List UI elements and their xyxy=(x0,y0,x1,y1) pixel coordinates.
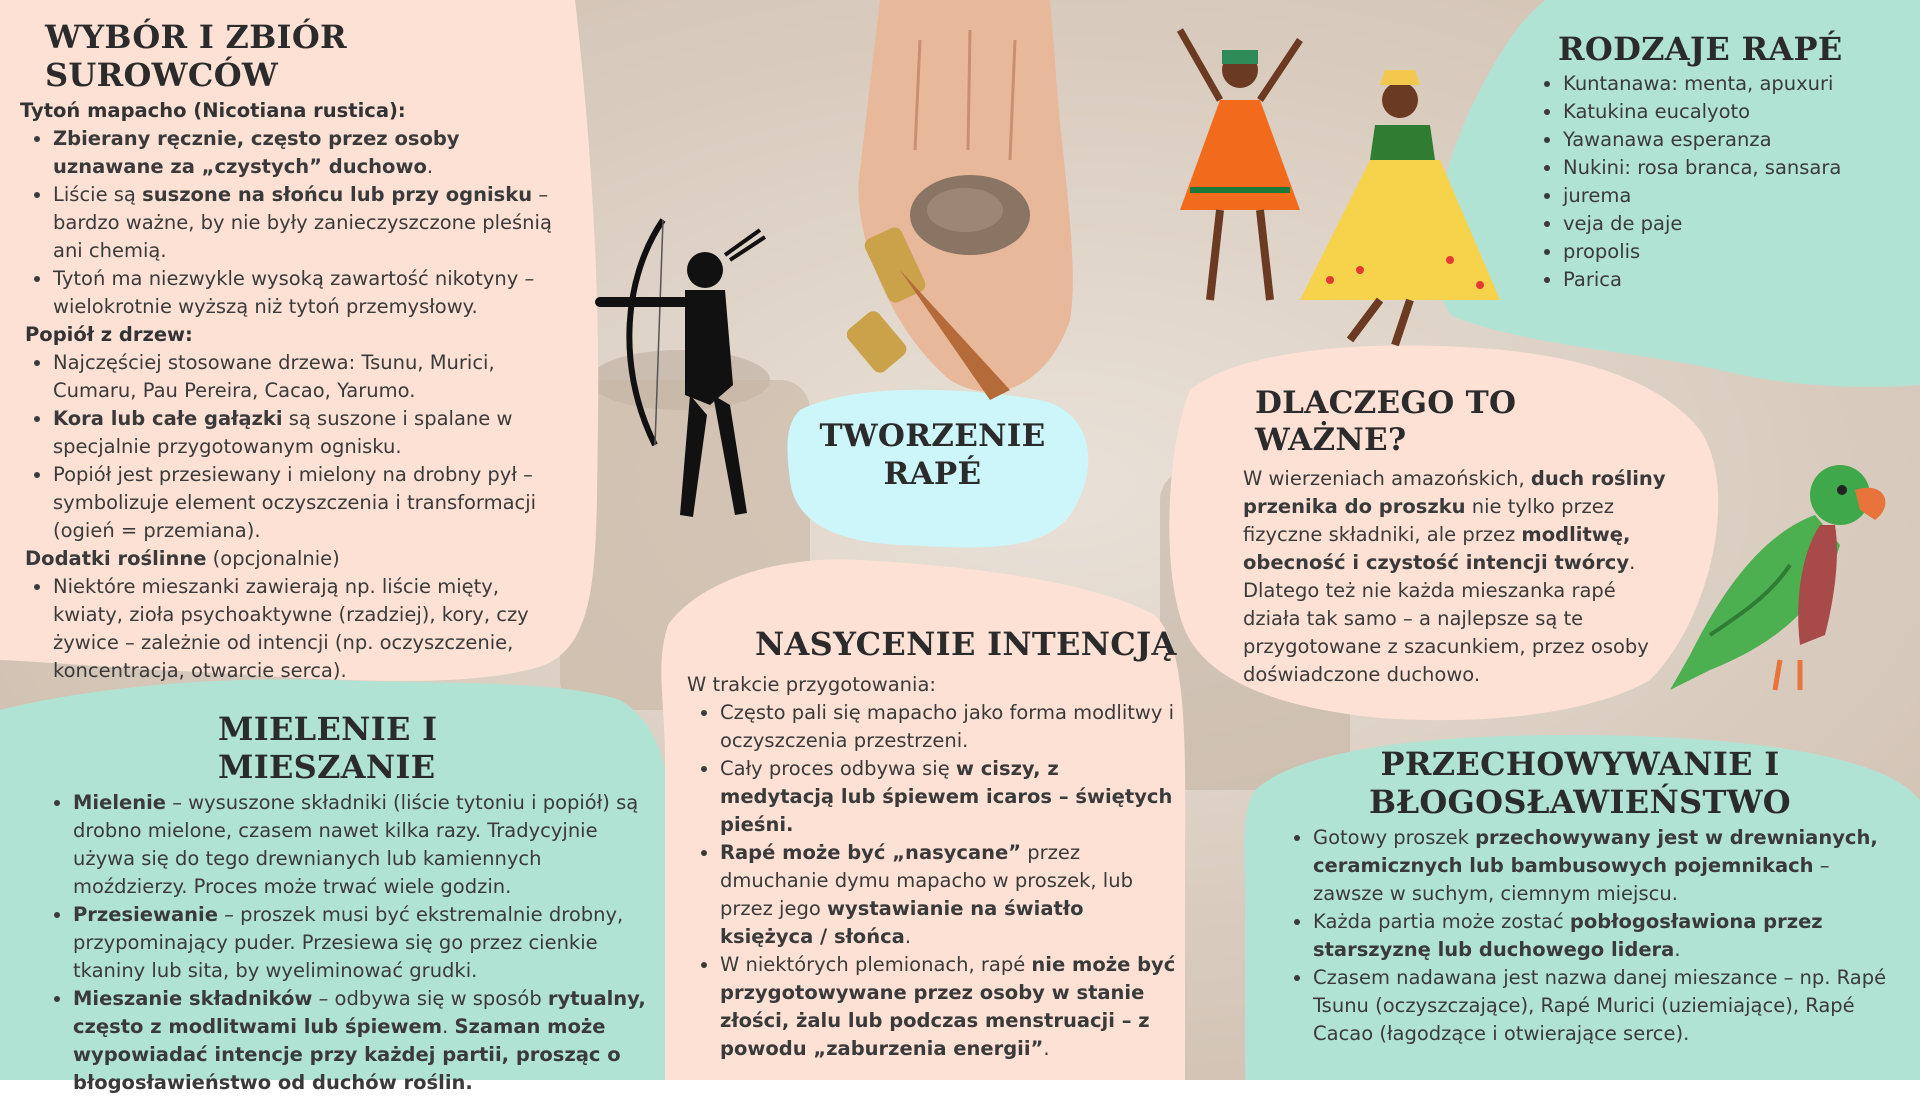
nasycenie-intro: W trakcie przygotowania: xyxy=(687,673,936,697)
panel-wybor xyxy=(20,18,575,685)
dancers-illustration xyxy=(1150,10,1510,350)
panel-przech xyxy=(1280,745,1900,1048)
rodzaje-list xyxy=(1530,70,1910,294)
list-item: • Przesiewanie – proszek musi być ekstremalnie drobny, przypominający puder. Przesiewa się go przez cienkie tkaniny lub sita, by wyeliminować grudki. xyxy=(73,901,660,985)
list-item: • Popiół jest przesiewany i mielony na drobny pył – symbolizuje element oczyszczenia i transformacji (ogień = przemiana). xyxy=(53,461,575,545)
tyton-list xyxy=(20,125,575,321)
tyton-heading: Tytoń mapacho (Nicotiana rustica): xyxy=(20,98,406,122)
przech-list xyxy=(1280,824,1900,1048)
dodatki-heading: Dodatki roślinne (opcjonalnie) xyxy=(25,546,340,570)
list-item: • Kora lub całe gałązki są suszone i spalane w specjalnie przygotowanym ognisku. xyxy=(53,405,575,461)
list-item: • Gotowy proszek przechowywany jest w drewnianych, ceramicznych lub bambusowych pojemnikach – zawsze w suchym, ciemnym miejscu. xyxy=(1313,824,1900,908)
list-item: • Mieszanie składników – odbywa się w sposób rytualny, często z modlitwami lub śpiewem. Szaman może wypowiadać intencje przy każdej partii, prosząc o błogosławieństwo od duchów roślin. xyxy=(73,985,660,1097)
mielenie-list xyxy=(40,789,660,1097)
list-item: • Zbierany ręcznie, często przez osoby uznawane za „czystych” duchowo. xyxy=(53,125,575,181)
list-item: • Tytoń ma niezwykle wysoką zawartość nikotyny – wielokrotnie wyższą niż tytoń przemysłowy. xyxy=(53,265,575,321)
list-item: • Każda partia może zostać pobłogosławiona przez starszyznę lub duchowego lidera. xyxy=(1313,908,1900,964)
panel-dlaczego xyxy=(1243,385,1673,689)
list-item: • W niektórych plemionach, rapé nie może być przygotowywane przez osoby w stanie złości, żalu lub podczas menstruacji – z powodu „zaburzenia energii”. xyxy=(720,951,1177,1063)
popiol-list xyxy=(20,349,575,545)
panel-mielenie xyxy=(40,710,660,1097)
list-item: • Rapé może być „nasycane” przez dmuchanie dymu mapacho w proszek, lub przez jego wystawianie na światło księżyca / słońca. xyxy=(720,839,1177,951)
list-item: • Mielenie – wysuszone składniki (liście tytoniu i popiół) są drobno mielone, czasem nawet kilka razy. Tradycyjnie używa się do tego drewnianych lub kamiennych moździerzy. Proces może trwać wiele godzin. xyxy=(73,789,660,901)
mielenie-title: MIELENIE I MIESZANIE xyxy=(218,710,438,787)
nasycenie-list xyxy=(687,699,1177,1063)
list-item: • Czasem nadawana jest nazwa danej mieszance – np. Rapé Tsunu (oczyszczające), Rapé Murici (uziemiające), Rapé Cacao (łagodzące i otwierające serce). xyxy=(1313,964,1900,1048)
center-title-line2: RAPÉ xyxy=(883,456,982,492)
rodzaje-item: • veja de paje xyxy=(1563,210,1910,238)
list-item: • Cały proces odbywa się w ciszy, z medytacją lub śpiewem icaros – świętych pieśni. xyxy=(720,755,1177,839)
rodzaje-item: • Katukina eucalyoto xyxy=(1563,98,1910,126)
rodzaje-title: RODZAJE RAPÉ xyxy=(1558,30,1843,68)
dlaczego-title: DLACZEGO TO WAŻNE? xyxy=(1255,385,1517,459)
nasycenie-title: NASYCENIE INTENCJĄ xyxy=(755,625,1177,663)
rodzaje-item: • Kuntanawa: menta, apuxuri xyxy=(1563,70,1910,98)
dlaczego-text: W wierzeniach amazońskich, duch rośliny przenika do proszku nie tylko przez fizyczne składniki, ale przez modlitwę, obecność i czystość intencji twórcy. Dlatego też nie każda mieszanka rapé działa tak samo – a najlepsze są te przygotowane z szacunkiem, przez osoby doświadczone duchowo. xyxy=(1243,467,1666,687)
archer-silhouette xyxy=(585,215,795,545)
przech-title: PRZECHOWYWANIE I BŁOGOSŁAWIEŃSTWO xyxy=(1369,745,1791,822)
dodatki-list xyxy=(20,573,575,685)
list-item: • Najczęściej stosowane drzewa: Tsunu, Murici, Cumaru, Pau Pereira, Cacao, Yarumo. xyxy=(53,349,575,405)
list-item: • Często pali się mapacho jako forma modlitwy i oczyszczenia przestrzeni. xyxy=(720,699,1177,755)
rodzaje-item: • Nukini: rosa branca, sansara xyxy=(1563,154,1910,182)
rodzaje-item: • Parica xyxy=(1563,266,1910,294)
rodzaje-item: • jurema xyxy=(1563,182,1910,210)
panel-rodzaje xyxy=(1530,30,1910,294)
wybor-title: WYBÓR I ZBIÓR SUROWCÓW xyxy=(45,18,347,95)
list-item: • Niektóre mieszanki zawierają np. liście mięty, kwiaty, zioła psychoaktywne (rzadziej), kory, czy żywice – zależnie od intencji (np. oczyszczenie, koncentracja, otwarcie serca). xyxy=(53,573,575,685)
panel-nasycenie xyxy=(687,625,1177,1063)
rodzaje-item: • propolis xyxy=(1563,238,1910,266)
popiol-heading: Popiół z drzew: xyxy=(25,322,193,346)
rodzaje-item: • Yawanawa esperanza xyxy=(1563,126,1910,154)
center-title-block xyxy=(795,417,1070,502)
list-item: • Liście są suszone na słońcu lub przy ognisku – bardzo ważne, by nie były zanieczyszczone pleśnią ani chemią. xyxy=(53,181,575,265)
parrot-illustration xyxy=(1650,455,1900,705)
hand-with-powder-illustration xyxy=(820,0,1080,420)
center-title-line1: TWORZENIE xyxy=(819,418,1046,454)
